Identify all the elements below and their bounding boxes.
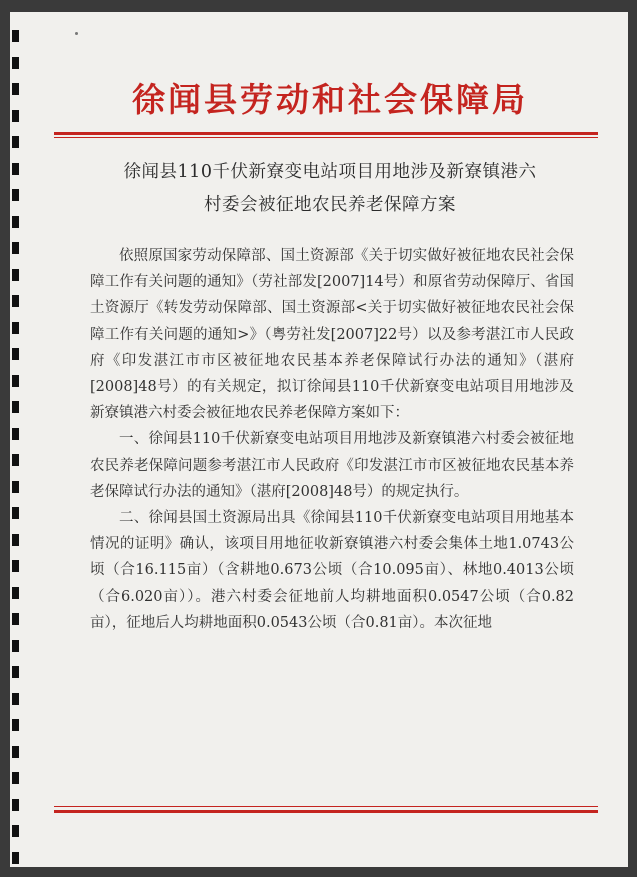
binding-hole — [12, 57, 19, 69]
binding-hole — [12, 666, 19, 678]
binding-hole — [12, 825, 19, 837]
title-line-2: 村委会被征地农民养老保障方案 — [204, 195, 456, 215]
binding-hole — [12, 428, 19, 440]
binding-hole — [12, 746, 19, 758]
document-title — [70, 156, 590, 222]
binding-hole — [12, 613, 19, 625]
paragraph-two: 二、徐闻县国土资源局出具《徐闻县110千伏新寮变电站项目用地基本情况的证明》确认，该项目用地征收新寮镇港六村委会集体土地1.0743公顷（合16.115亩）（含耕地0.673公顷（合10.095亩）、林地0.4013公顷（合6.020亩））。港六村委会征地前人均耕地面积0.0547公顷（合0.82亩），征地后人均耕地面积0.0543公顷（合0.81亩）。本次征地 — [90, 510, 574, 631]
binding-hole — [12, 189, 19, 201]
binding-hole — [12, 401, 19, 413]
binding-hole — [12, 30, 19, 42]
binding-hole — [12, 242, 19, 254]
binding-hole — [12, 454, 19, 466]
binding-hole — [12, 799, 19, 811]
paragraph-one: 一、徐闻县110千伏新寮变电站项目用地涉及新寮镇港六村委会被征地农民养老保障问题参考湛江市人民政府《印发湛江市市区被征地农民基本养老保障试行办法的通知》（湛府[2008]48号）的规定执行。 — [90, 431, 574, 500]
document-page — [10, 12, 628, 867]
binding-hole — [12, 83, 19, 95]
binding-hole — [12, 560, 19, 572]
binding-hole — [12, 163, 19, 175]
binding-hole — [12, 719, 19, 731]
header-rule-thick — [54, 132, 598, 135]
document-body — [90, 243, 574, 636]
binding-hole — [12, 269, 19, 281]
paragraph-intro: 依照原国家劳动保障部、国土资源部《关于切实做好被征地农民社会保障工作有关问题的通知》（劳社部发[2007]14号）和原省劳动保障厅、省国土资源厅《转发劳动保障部、国土资源部<关于切实做好被征地农民社会保障工作有关问题的通知>》（粤劳社发[2007]22号）以及参考湛江市人民政府《印发湛江市市区被征地农民基本养老保障试行办法的通知》（湛府[2008]48号）的有关规定，拟订徐闻县110千伏新寮变电站项目用地涉及新寮镇港六村委会被征地农民养老保障方案如下： — [90, 248, 574, 422]
binding-hole — [12, 507, 19, 519]
binding-hole — [12, 640, 19, 652]
binding-hole — [12, 322, 19, 334]
binding-hole — [12, 852, 19, 864]
binding-hole — [12, 587, 19, 599]
binding-hole — [12, 110, 19, 122]
binding-hole — [12, 348, 19, 360]
issuer-header: 徐闻县劳动和社会保障局 — [132, 80, 528, 119]
binding-hole — [12, 295, 19, 307]
binding-hole — [12, 534, 19, 546]
footer-rule-thin — [54, 806, 598, 807]
speck — [75, 32, 78, 35]
title-line-1: 徐闻县110千伏新寮变电站项目用地涉及新寮镇港六 — [123, 162, 537, 182]
binding-hole — [12, 216, 19, 228]
binding-hole — [12, 481, 19, 493]
binding-holes — [10, 12, 32, 867]
binding-hole — [12, 136, 19, 148]
binding-hole — [12, 693, 19, 705]
footer-rule-thick — [54, 810, 598, 813]
binding-hole — [12, 772, 19, 784]
header-rule-thin — [54, 137, 598, 138]
binding-hole — [12, 375, 19, 387]
